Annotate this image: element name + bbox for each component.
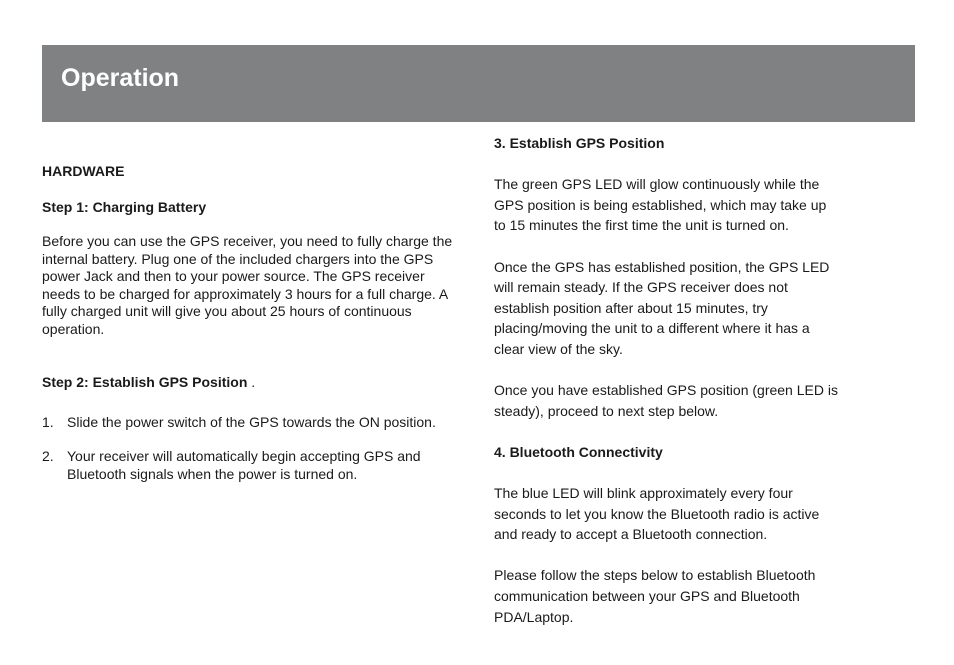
- section4-heading: 4. Bluetooth Connectivity: [494, 443, 663, 460]
- hardware-heading: HARDWARE: [42, 163, 125, 179]
- page-banner: [42, 45, 915, 122]
- step1-body: Before you can use the GPS receiver, you need to fully charge the internal battery. Plug one of the included chargers into the GPS power Jack and then to your power source. The GPS receiver needs to be charged for approximately 3 hours for a full charge. A fully charged unit will give you about 25 hours of continuous operation.: [42, 233, 453, 337]
- list-item-text: Slide the power switch of the GPS towards the ON position.: [67, 413, 436, 430]
- right-column: [494, 133, 839, 627]
- section3-paragraph: The green GPS LED will glow continuously while the GPS position is being established, which may take up to 15 minutes the first time the unit is turned on.: [494, 176, 827, 234]
- left-column: [42, 163, 462, 483]
- step1-heading: Step 1: Charging Battery: [42, 198, 207, 215]
- list-item-number: 2.: [42, 448, 54, 464]
- step2-heading: Step 2: Establish GPS Position: [42, 374, 248, 390]
- page-title: Operation: [61, 64, 180, 92]
- section4-paragraph: The blue LED will blink approximately every four seconds to let you know the Bluetooth radio is active and ready to accept a Bluetooth connection.: [494, 485, 820, 543]
- section3-heading: 3. Establish GPS Position: [494, 135, 665, 151]
- list-item-number: 1.: [42, 413, 54, 430]
- step2-list: [42, 414, 462, 484]
- section4-paragraph: Please follow the steps below to establish Bluetooth communication between your GPS and Bluetooth PDA/Laptop.: [494, 567, 816, 625]
- list-item: [42, 414, 462, 432]
- step2-heading-line: [42, 374, 462, 392]
- list-item-text: Your receiver will automatically begin accepting GPS and Bluetooth signals when the power is turned on.: [67, 448, 421, 482]
- step2-heading-suffix: .: [247, 374, 256, 390]
- list-item: [42, 448, 462, 483]
- section3-paragraph: Once the GPS has established position, the GPS LED will remain steady. If the GPS receiver does not establish position after about 15 minutes, try placing/moving the unit to a different where it has a clear view of the sky.: [494, 258, 830, 357]
- section3-paragraph: Once you have established GPS position (green LED is steady), proceed to next step below.: [494, 382, 838, 419]
